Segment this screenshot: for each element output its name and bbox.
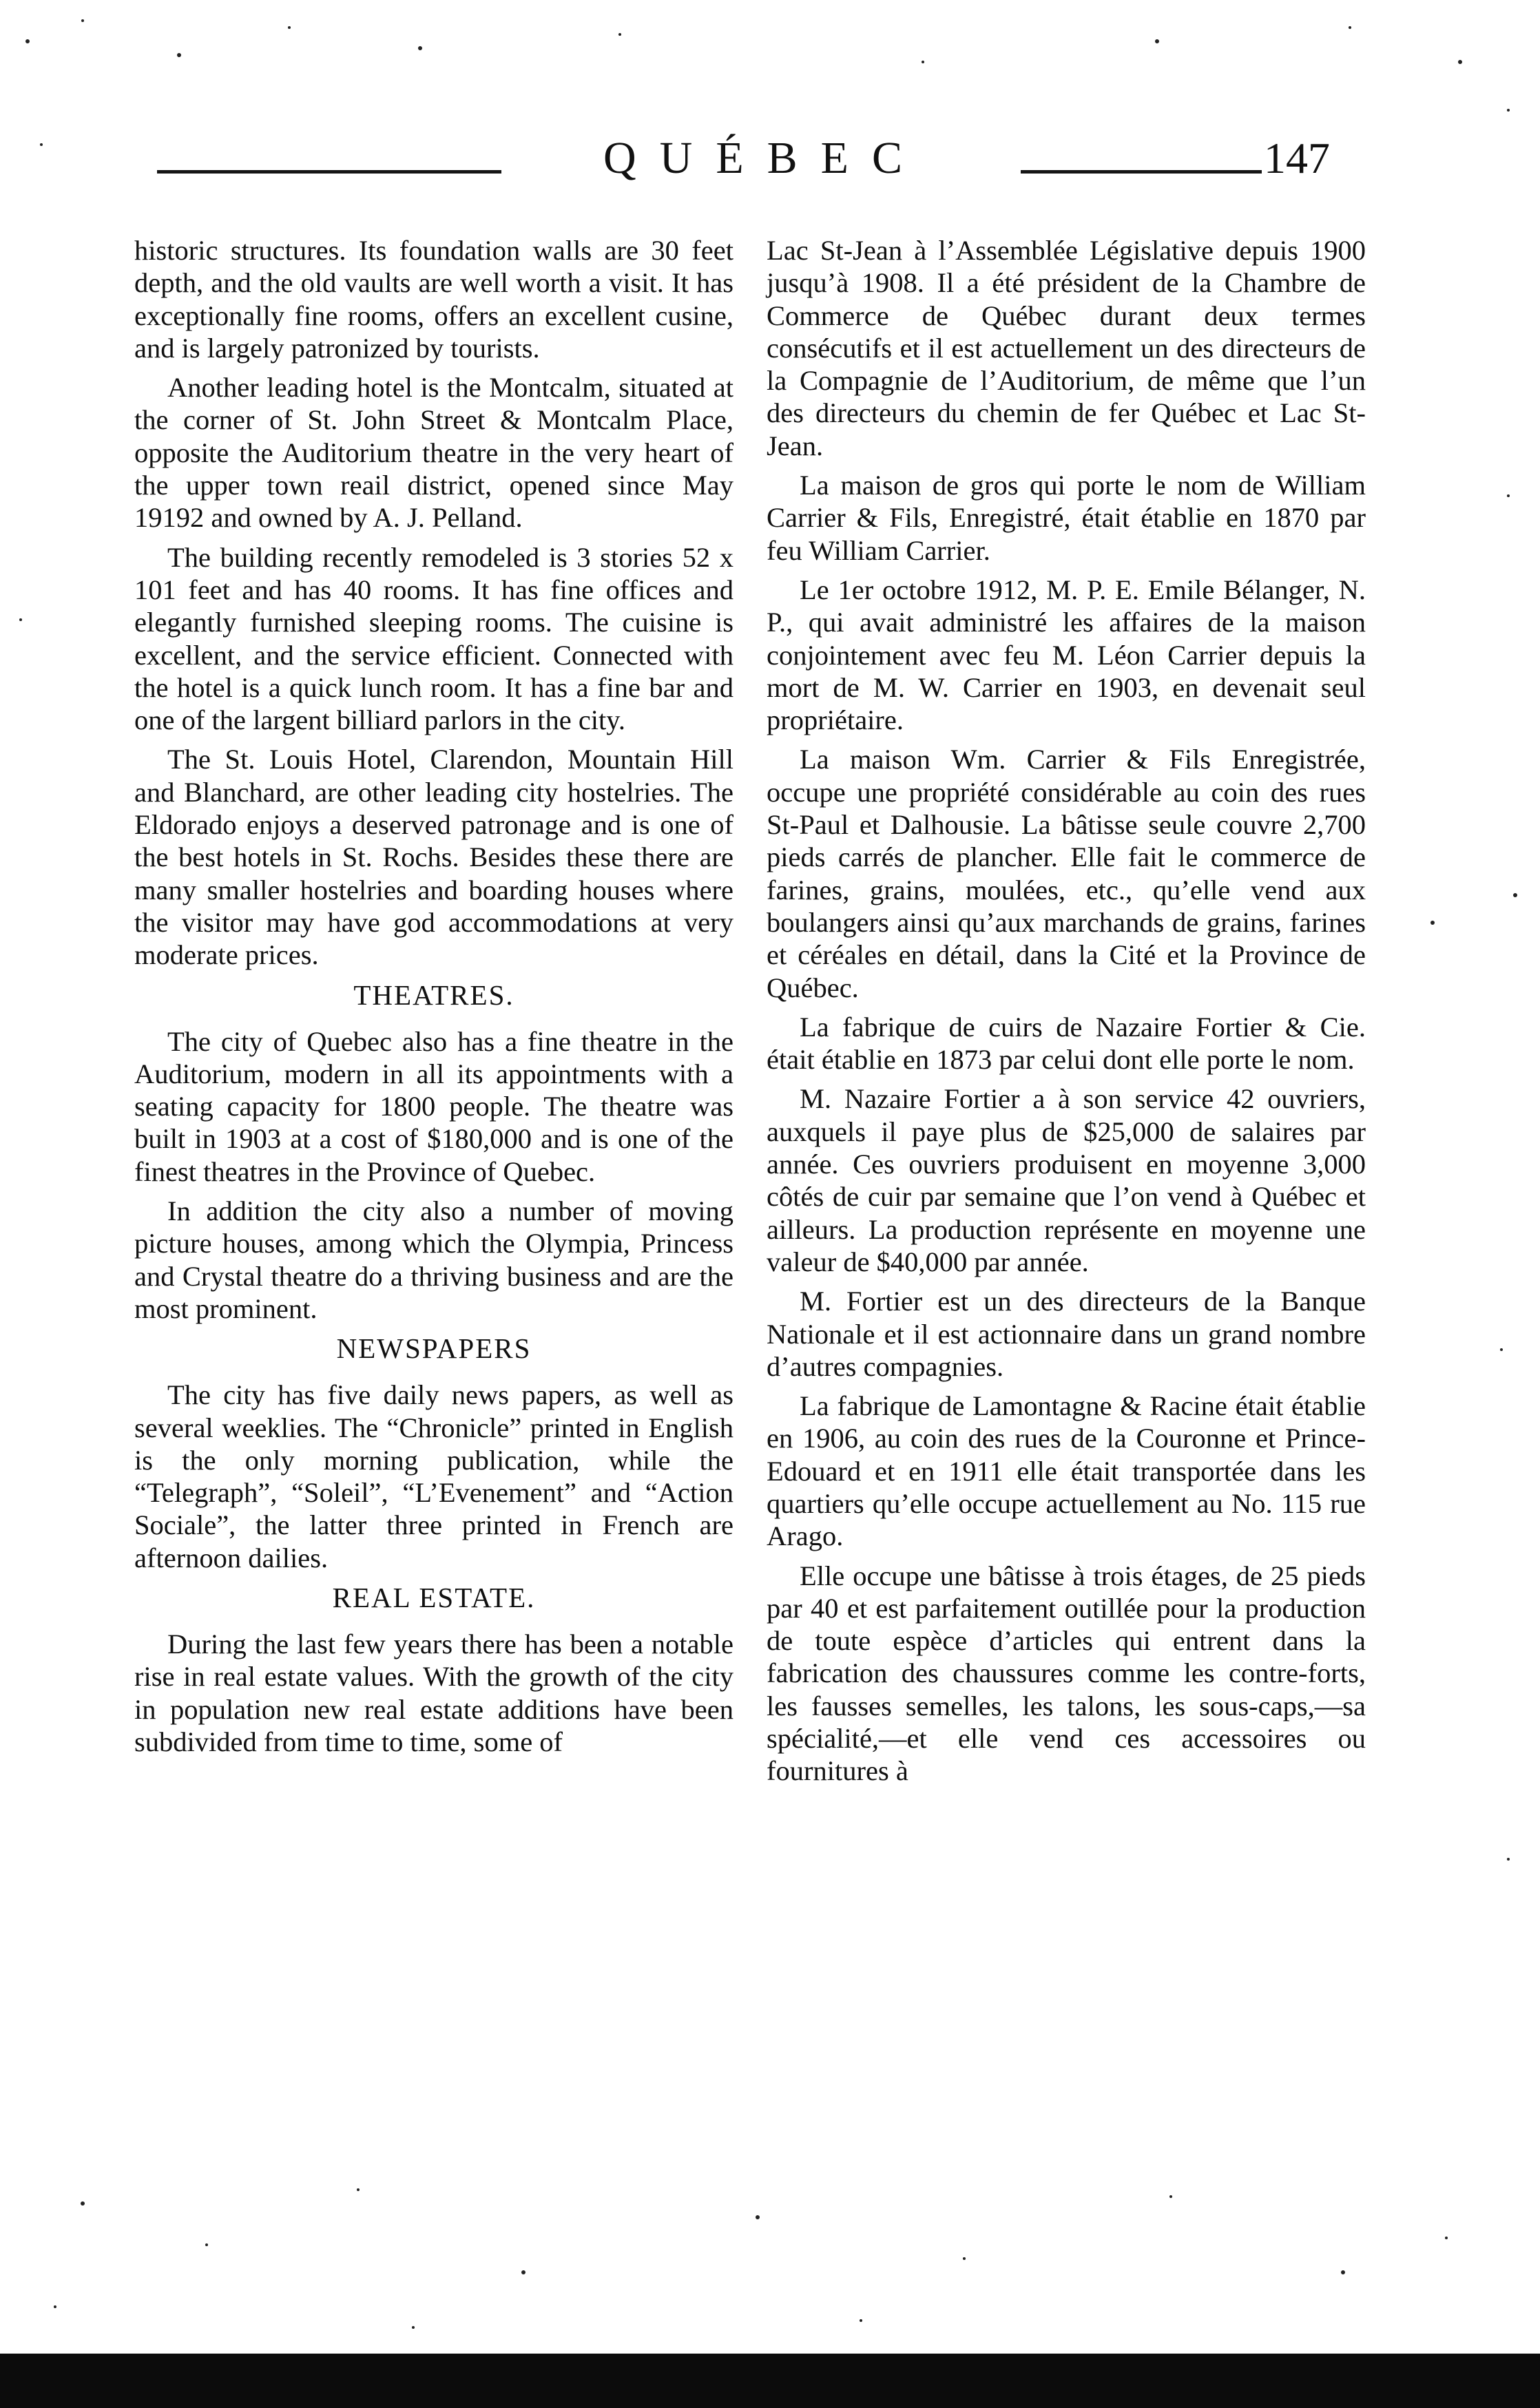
paragraph: In addition the city also a number of moving picture houses, among which the Olympia, Princess and Crystal theatre do a thriving business and are the most prominent.	[134, 1195, 733, 1324]
section-heading-real-estate: REAL ESTATE.	[332, 1581, 536, 1613]
page-number: 147	[1264, 134, 1330, 182]
paragraph: La fabrique de cuirs de Nazaire Fortier & Cie. était établie en 1873 par celui dont elle porte le nom.	[767, 1011, 1366, 1076]
paragraph: M. Fortier est un des directeurs de la Banque Nationale et il est actionnaire dans un grand nombre d’autres compagnies.	[767, 1286, 1366, 1382]
header-rule-right	[1021, 170, 1262, 174]
paragraph: Another leading hotel is the Montcalm, situated at the corner of St. John Street & Montcalm Place, opposite the Auditorium theatre in the very heart of the upper town reail district, opened since May 19192 and owned by A. J. Pelland.	[134, 372, 733, 534]
left-column	[134, 234, 733, 1765]
paragraph: The St. Louis Hotel, Clarendon, Mountain Hill and Blanchard, are other leading city hostelries. The Eldorado enjoys a deserved patronage and is one of the best hotels in St. Rochs. Besides these there are many smaller hostelries and boarding houses where the visitor may have god accommodations at very moderate prices.	[134, 744, 733, 971]
paragraph: During the last few years there has been a notable rise in real estate values. With the growth of the city in population new real estate additions have been subdivided from time to time, some of	[134, 1628, 733, 1757]
paragraph: La maison de gros qui porte le nom de William Carrier & Fils, Enregistré, était établie en 1870 par feu William Carrier.	[767, 470, 1366, 566]
paragraph: M. Nazaire Fortier a à son service 42 ouvriers, auxquels il paye plus de $25,000 de salaires par année. Ces ouvriers produisent en moyenne 3,000 côtés de cuir par semaine que l’on vend à Québec et ailleurs. La production représente en moyenne une valeur de $40,000 par année.	[767, 1083, 1366, 1277]
paragraph: The city of Quebec also has a fine theatre in the Auditorium, modern in all its appointments with a seating capacity for 1800 people. The theatre was built in 1903 at a cost of $180,000 and is one of the finest theatres in the Province of Quebec.	[134, 1025, 733, 1187]
right-column	[767, 234, 1366, 1794]
section-heading-newspapers: NEWSPAPERS	[336, 1332, 532, 1365]
paragraph: historic structures. Its foundation walls are 30 feet depth, and the old vaults are well worth a visit. It has exceptionally fine rooms, offers an excellent cusine, and is largely patronized by tourists.	[134, 235, 733, 364]
running-title: QUÉBEC	[603, 133, 926, 183]
paragraph: The building recently remodeled is 3 stories 52 x 101 feet and has 40 rooms. It has fine offices and elegantly furnished sleeping rooms. The cuisine is excellent, and the service efficient. Connected with the hotel is a quick lunch room. It has a fine bar and one of the largent billiard parlors in the city.	[134, 541, 733, 736]
paragraph: Le 1er octobre 1912, M. P. E. Emile Bélanger, N. P., qui avait administré les affaires de la maison conjointement avec feu M. Léon Carrier depuis la mort de M. W. Carrier en 1903, en devenait seul propriétaire.	[767, 574, 1366, 736]
paragraph: La maison Wm. Carrier & Fils Enregistrée, occupe une propriété considérable au coin des rues St-Paul et Dalhousie. La bâtisse seule couvre 2,700 pieds carrés de plancher. Elle fait le commerce de farines, grains, moulées, etc., qu’elle vend aux boulangers ainsi qu’aux marchands de grains, farines et céréales en détail, dans la Cité et la Province de Québec.	[767, 744, 1366, 1003]
header-rule-left	[157, 170, 501, 174]
running-header	[0, 127, 1540, 189]
section-heading-theatres: THEATRES.	[353, 978, 514, 1011]
paragraph: La fabrique de Lamontagne & Racine était établie en 1906, au coin des rues de la Couronne et Prince-Edouard et en 1911 elle était transportée dans les quartiers qu’elle occupe actuellement au No. 115 rue Arago.	[767, 1390, 1366, 1552]
paragraph: Lac St-Jean à l’Assemblée Législative depuis 1900 jusqu’à 1908. Il a été président de la Chambre de Commerce de Québec durant deux termes consécutifs et il est actuellement un des directeurs de la Compagnie de l’Auditorium, de même que l’un des directeurs du chemin de fer Québec et Lac St-Jean.	[767, 235, 1366, 461]
paragraph: Elle occupe une bâtisse à trois étages, de 25 pieds par 40 et est parfaitement outillée pour la production de toute espèce d’articles qui entrent dans la fabrication des chaussures comme les contre-forts, les fausses semelles, les talons, les sous-caps,—sa spécialité,—et elle vend ces accessoires ou fournitures à	[767, 1560, 1366, 1787]
scan-border-bottom	[0, 2354, 1540, 2408]
paragraph: The city has five daily news papers, as well as several weeklies. The “Chronicle” printed in English is the only morning publication, while the “Telegraph”, “Soleil”, “L’Evenement” and “Action Sociale”, the latter three printed in French are afternoon dailies.	[134, 1379, 733, 1573]
